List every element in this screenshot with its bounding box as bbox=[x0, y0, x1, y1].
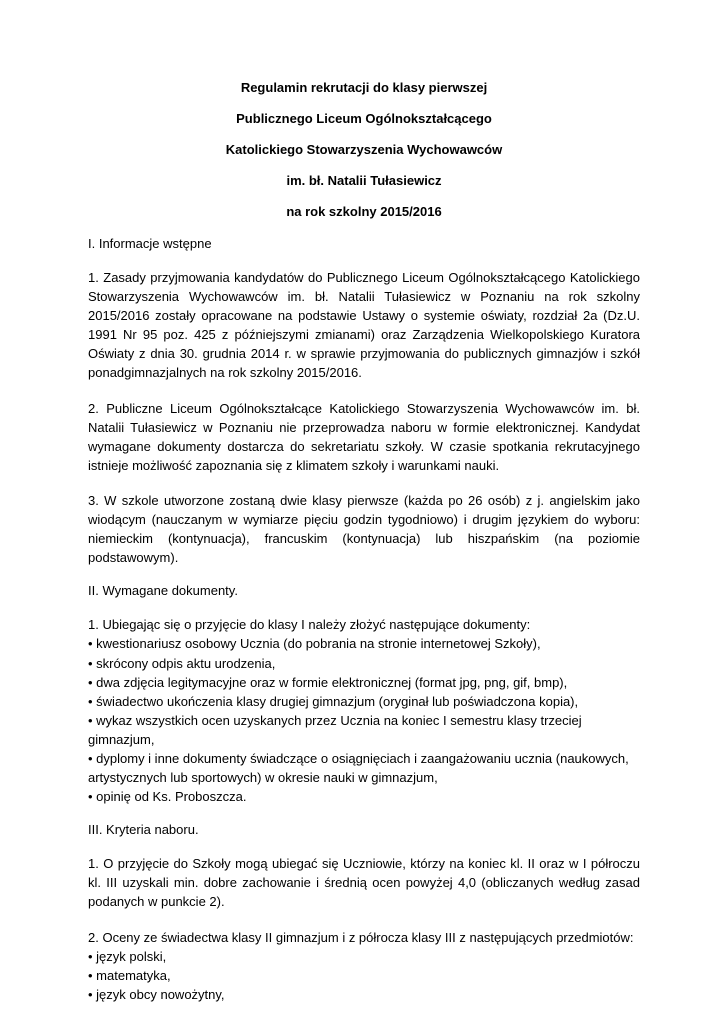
list-item: • dwa zdjęcia legitymacyjne oraz w formie elektronicznej (format jpg, png, gif, bmp), bbox=[88, 674, 568, 690]
title-line-5: na rok szkolny 2015/2016 bbox=[286, 204, 442, 219]
subjects-list bbox=[88, 928, 640, 1004]
list-item: • skrócony odpis aktu urodzenia, bbox=[88, 655, 276, 671]
section-1-paragraph-1: 1. Zasady przyjmowania kandydatów do Publicznego Liceum Ogólnokształcącego Katolickiego Stowarzyszenia Wychowawców im. bł. Natalii Tułasiewicz w Poznaniu na rok szkolny 2015/2016 zostały opracowane na podstawie Ustawy o systemie oświaty, rozdział 2a (Dz.U. 1991 Nr 95 poz. 425 z późniejszymi zmianami) oraz Zarządzenia Wielkopolskiego Kuratora Oświaty z dnia 30. grudnia 2014 r. w sprawie przyjmowania do publicznych gimnazjów i szkół ponadgimnazjalnych na rok szkolny 2015/2016. bbox=[88, 270, 640, 381]
section-3-paragraph-1: 1. O przyjęcie do Szkoły mogą ubiegać się Uczniowie, którzy na koniec kl. II oraz w I półroczu kl. III uzyskali min. dobre zachowanie i średnią ocen powyżej 4,0 (obliczanych według zasad podanych w punkcie 2). bbox=[88, 856, 640, 910]
list-item: • język obcy nowożytny, bbox=[88, 986, 225, 1002]
required-documents-intro: 1. Ubiegając się o przyjęcie do klasy I należy złożyć następujące dokumenty: bbox=[88, 617, 531, 633]
title-line-3: Katolickiego Stowarzyszenia Wychowawców bbox=[225, 142, 503, 157]
section-1-paragraph-3: 3. W szkole utworzone zostaną dwie klasy pierwsze (każda po 26 osób) z j. angielskim jako wiodącym (nauczanym w wymiarze pięciu godzin tygodniowo) i drugim językiem do wyboru: niemieckim (kontynuacja), francuskim (kontynuacja) lub hiszpańskim (na poziomie podstawowym). bbox=[88, 492, 640, 566]
section-1-paragraph-2: 2. Publiczne Liceum Ogólnokształcące Katolickiego Stowarzyszenia Wychowawców im. bł. Natalii Tułasiewicz w Poznaniu nie przeprowadza naboru w formie elektronicznej. Kandydat wymagane dokumenty dostarcza do sekretariatu szkoły. W czasie spotkania rekrutacyjnego istnieje możliwość zapoznania się z klimatem szkoły i warunkami nauki. bbox=[88, 400, 640, 473]
list-item: • opinię od Ks. Proboszcza. bbox=[88, 789, 247, 805]
list-item: • dyplomy i inne dokumenty świadczące o osiągnięciach i zaangażowaniu ucznia (naukowych, artystycznych lub sportowych) w okresie nauki w gimnazjum, bbox=[88, 750, 629, 786]
title-line-2: Publicznego Liceum Ogólnokształcącego bbox=[236, 111, 492, 126]
list-item: • wykaz wszystkich ocen uzyskanych przez Ucznia na koniec I semestru klasy trzeciej gimnazjum, bbox=[88, 712, 582, 747]
list-item: • kwestionariusz osobowy Ucznia (do pobrania na stronie internetowej Szkoły), bbox=[88, 636, 541, 652]
subjects-intro: 2. Oceny ze świadectwa klasy II gimnazjum i z półrocza klasy III z następujących przedmiotów: bbox=[88, 929, 634, 945]
document-page bbox=[88, 80, 640, 1004]
list-item: • świadectwo ukończenia klasy drugiej gimnazjum (oryginał lub poświadczona kopia), bbox=[88, 693, 579, 709]
section-3-heading: III. Kryteria naboru. bbox=[88, 822, 199, 838]
section-1-heading: I. Informacje wstępne bbox=[88, 236, 212, 251]
section-2-heading: II. Wymagane dokumenty. bbox=[88, 583, 238, 599]
required-documents-list bbox=[88, 615, 640, 806]
title-line-4: im. bł. Natalii Tułasiewicz bbox=[286, 173, 442, 188]
list-item: • matematyka, bbox=[88, 967, 171, 983]
document-title bbox=[88, 80, 640, 220]
title-line-1: Regulamin rekrutacji do klasy pierwszej bbox=[240, 80, 488, 95]
list-item: • język polski, bbox=[88, 948, 167, 964]
